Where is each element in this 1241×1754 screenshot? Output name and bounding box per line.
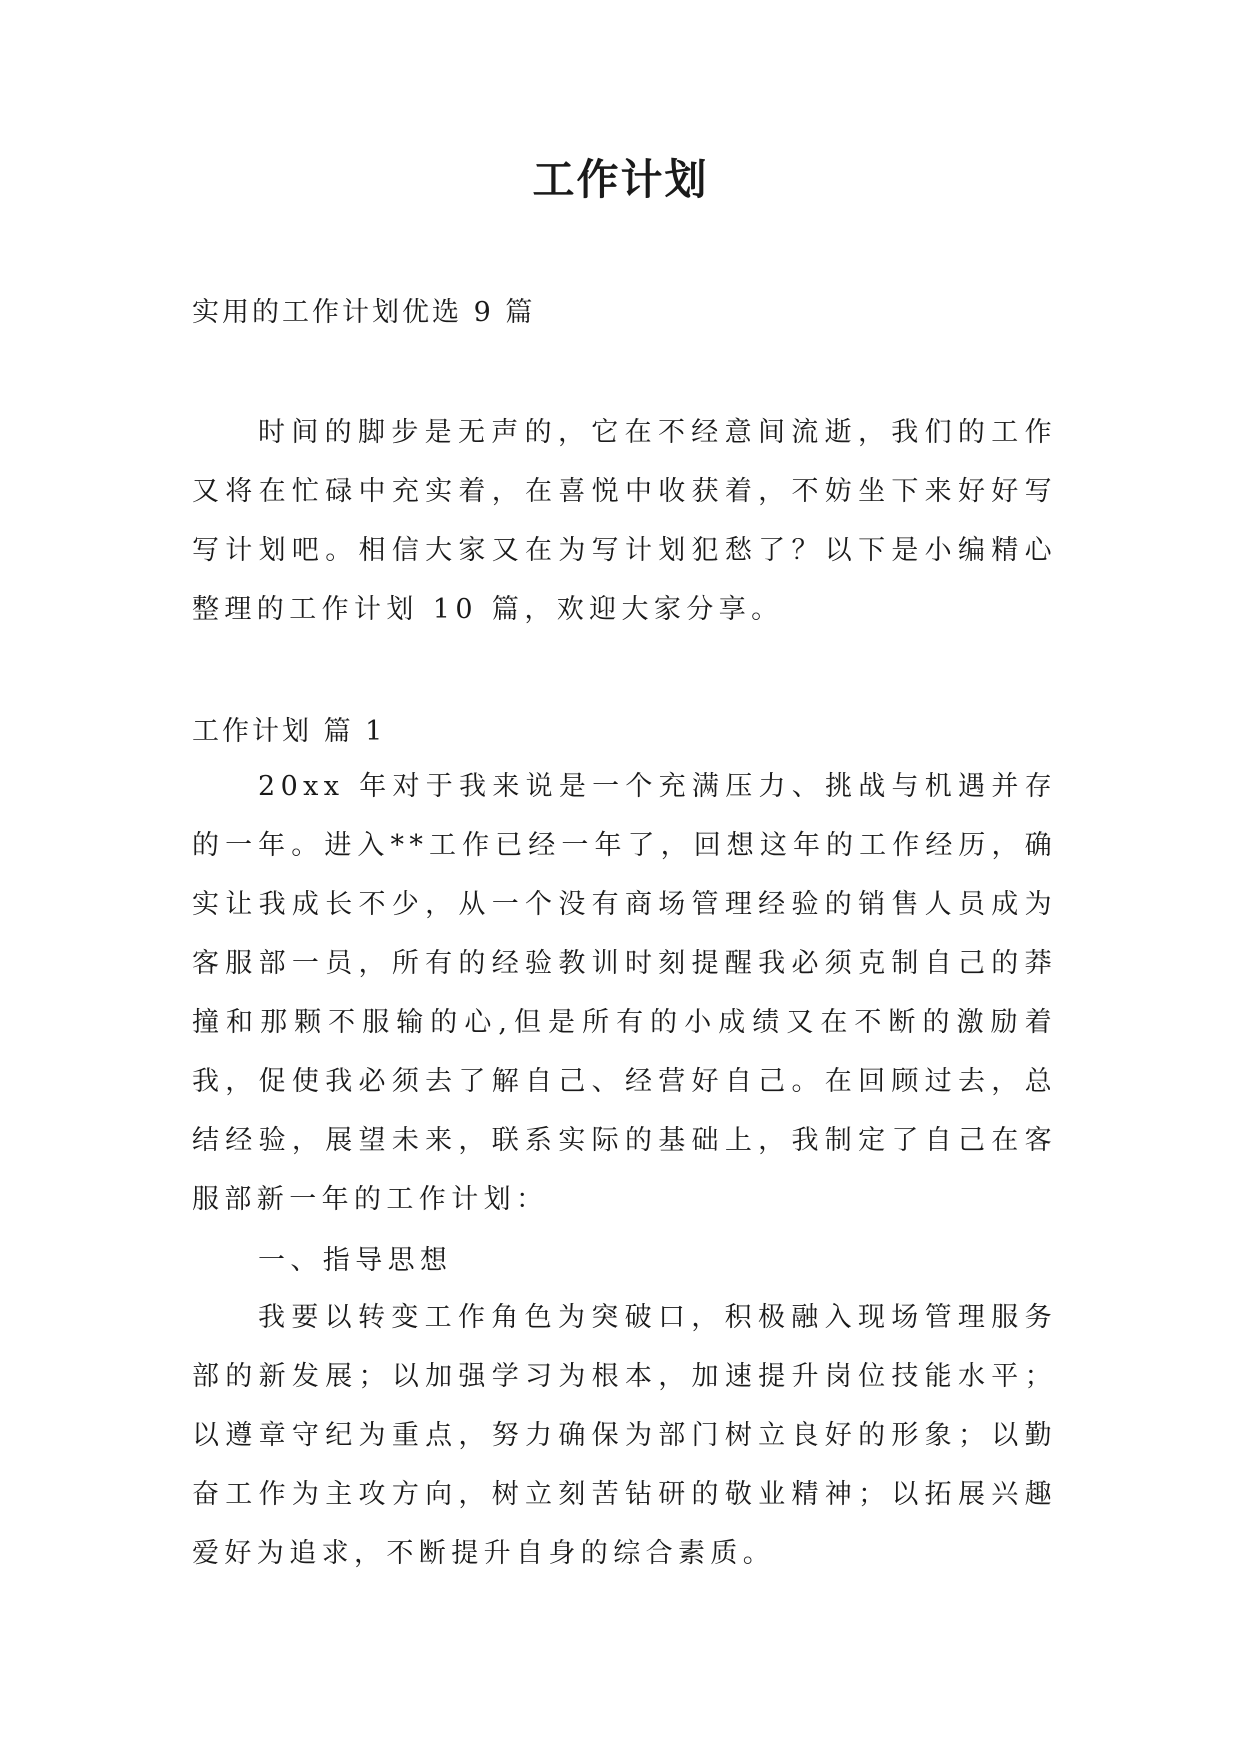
document-subtitle: 实用的工作计划优选 9 篇 bbox=[192, 297, 536, 328]
intro-paragraph: 时间的脚步是无声的，它在不经意间流逝，我们的工作又将在忙碌中充实着，在喜悦中收获着，不妨坐下来好好写写计划吧。相信大家又在为写计划犯愁了？以下是小编精心整理的工作计划 10 篇，欢迎大家分享。 bbox=[192, 417, 1057, 625]
document-title: 工作计划 bbox=[532, 155, 709, 204]
section-paragraph-1: 20xx 年对于我来说是一个充满压力、挑战与机遇并存的一年。进入**工作已经一年了，回想这年的工作经历，确实让我成长不少，从一个没有商场管理经验的销售人员成为客服部一员，所有的经验教训时刻提醒我必须克制自己的莽撞和那颗不服输的心,但是所有的小成绩又在不断的激励着我，促使我必须去了解自己、经营好自己。在回顾过去，总结经验，展望未来，联系实际的基础上，我制定了自己在客服部新一年的工作计划： bbox=[192, 771, 1057, 1215]
guiding-ideology-heading: 一、指导思想 bbox=[258, 1245, 453, 1276]
section-paragraph-2: 我要以转变工作角色为突破口，积极融入现场管理服务部的新发展；以加强学习为根本，加速提升岗位技能水平；以遵章守纪为重点，努力确保为部门树立良好的形象；以勤奋工作为主攻方向，树立刻苦钻研的敬业精神；以拓展兴趣爱好为追求，不断提升自身的综合素质。 bbox=[192, 1302, 1057, 1569]
section-heading: 工作计划 篇 1 bbox=[192, 716, 386, 747]
